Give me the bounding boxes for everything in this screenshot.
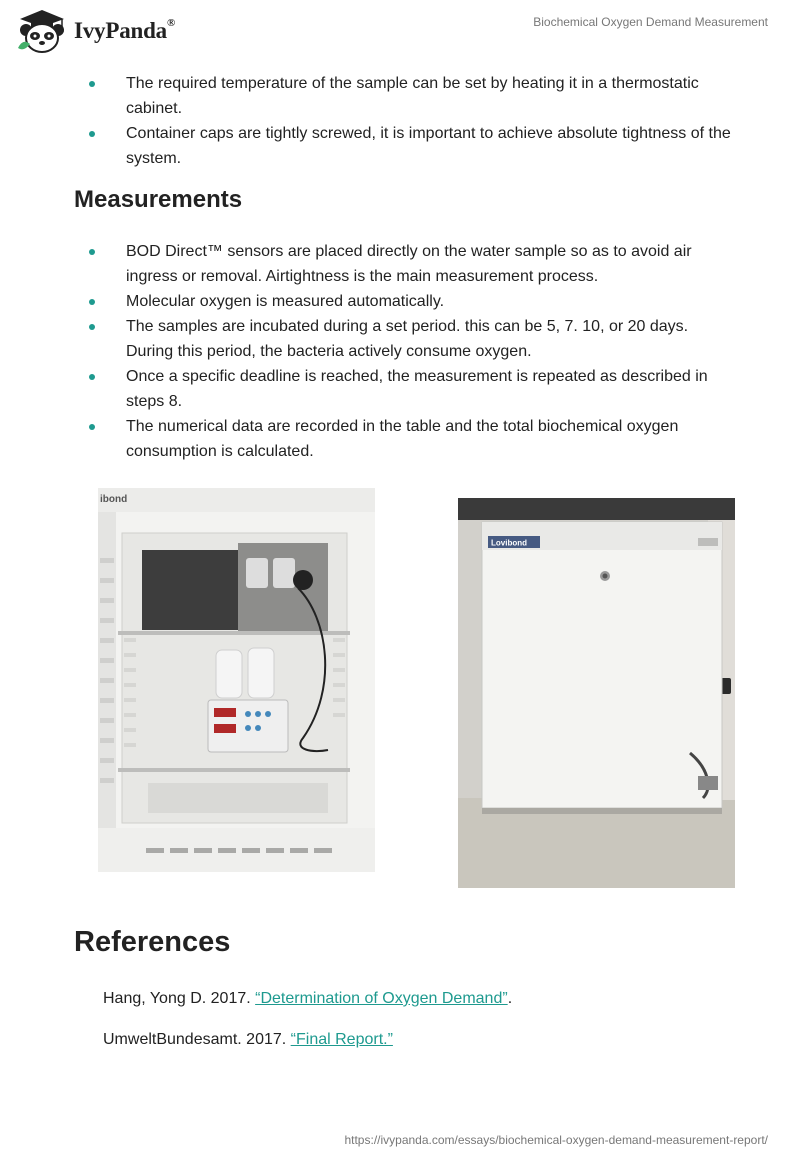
bullet-dot-icon [89,81,95,87]
list-item: The required temperature of the sample can be set by heating it in a thermostatic cabinet. [86,71,736,121]
list-item: Container caps are tightly screwed, it is important to achieve absolute tightness of the system. [86,121,736,171]
reference-link-determination-of-oxygen-demand[interactable]: “Determination of Oxygen Demand” [255,990,508,1007]
references-heading: References [74,926,231,958]
document-title: Biochemical Oxygen Demand Measurement [533,15,768,29]
measurements-bullet-list [86,239,736,464]
list-item: The numerical data are recorded in the table and the total biochemical oxygen consumption is calculated. [86,414,736,464]
list-item: Once a specific deadline is reached, the measurement is repeated as described in steps 8. [86,364,736,414]
list-item: The samples are incubated during a set period. this can be 5, 7. 10, or 20 days. During this period, the bacteria actively consume oxygen. [86,314,736,364]
measurements-heading: Measurements [74,186,243,213]
bullet-dot-icon [89,249,95,255]
source-url: https://ivypanda.com/essays/biochemical-oxygen-demand-measurement-report/ [344,1133,768,1147]
brand-name: IvyPanda® [74,17,176,43]
panda-mascot-icon [14,8,70,54]
page-header [0,0,800,64]
reference-link-final-report[interactable]: “Final Report.” [290,1031,393,1048]
open-incubator-photo [98,488,375,872]
bullet-dot-icon [89,374,95,380]
closed-incubator-photo [458,498,735,888]
intro-bullet-list [86,71,736,171]
bullet-dot-icon [89,299,95,305]
brand-label-partial: ibond [100,494,128,505]
list-item: Molecular oxygen is measured automatically. [86,289,736,314]
reference-item: UmweltBundesamt. 2017. “Final Report.” [103,1031,393,1048]
bullet-dot-icon [89,131,95,137]
bullet-dot-icon [89,324,95,330]
lovibond-brand-label: Lovibond [491,538,527,548]
ivypanda-logo[interactable] [14,8,175,54]
bullet-dot-icon [89,424,95,430]
reference-item: Hang, Yong D. 2017. “Determination of Oxygen Demand”. [103,990,513,1007]
list-item: BOD Direct™ sensors are placed directly on the water sample so as to avoid air ingress or removal. Airtightness is the main measurement process. [86,239,736,289]
